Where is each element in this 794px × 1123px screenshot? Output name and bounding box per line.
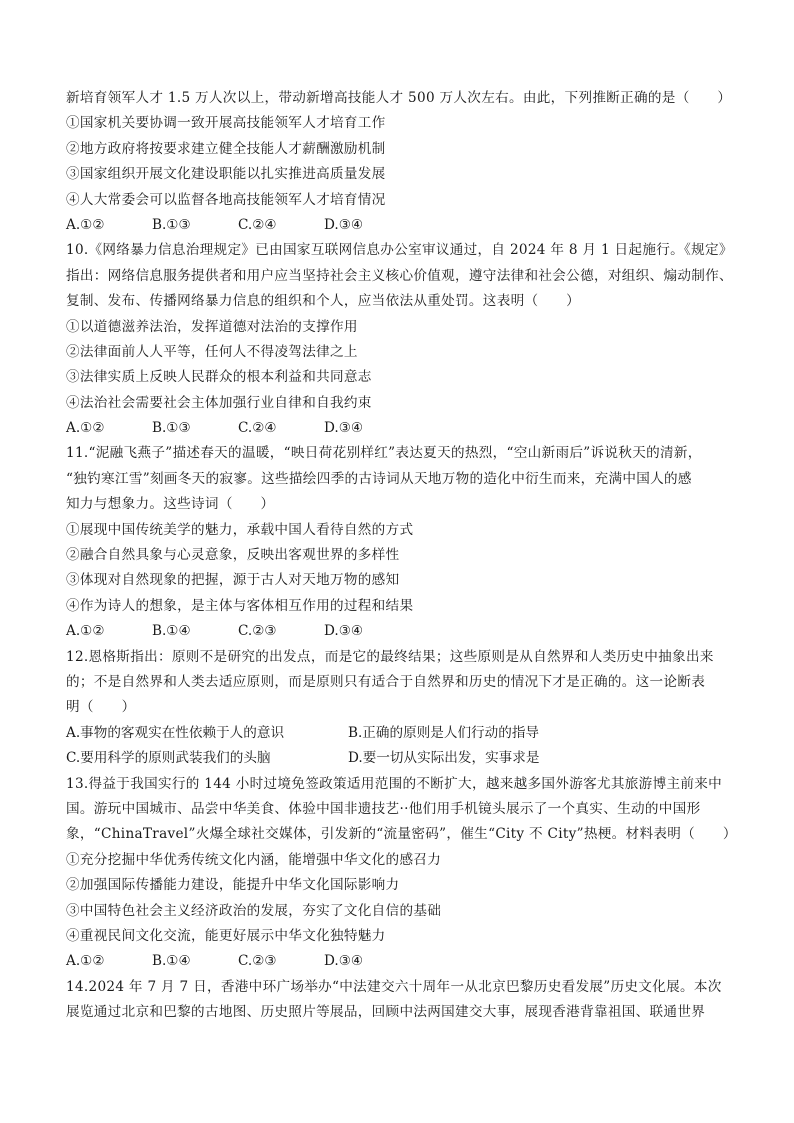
statement-item: ①充分挖掘中华优秀传统文化内涵，能增强中华文化的感召力 [66, 851, 442, 868]
statement-item: ④重视民间文化交流，能更好展示中华文化独特魅力 [66, 927, 386, 944]
option-a: A.事物的客观实在性依赖于人的意识 [66, 724, 285, 741]
question-11 [66, 441, 734, 644]
option-a: A.①② [66, 420, 105, 437]
question-13 [66, 772, 737, 975]
option-b: B.①④ [152, 953, 191, 970]
question-stem-line: 10.《网络暴力信息治理规定》已由国家互联网信息办公室审议通过，自 2024 年 8 月 1 日起施行。《规定》 [66, 242, 733, 259]
question-stem-line: “独钓寒江雪”刻画冬天的寂寥。这些描绘四季的古诗词从天地万物的造化中衍生而来，充满中国人的感 [66, 470, 692, 487]
answer-options [66, 416, 734, 441]
statement-item: ②法律面前人人平等，任何人不得凌驾法律之上 [66, 343, 358, 360]
answer-options [66, 213, 734, 238]
option-c: C.②④ [238, 420, 277, 437]
option-a: A.①② [66, 623, 105, 640]
option-b: B.①③ [152, 420, 191, 437]
option-a: A.①② [66, 216, 105, 233]
statement-item: ②加强国际传播能力建设，能提升中华文化国际影响力 [66, 877, 400, 894]
statement-item: ④作为诗人的想象，是主体与客体相互作用的过程和结果 [66, 597, 414, 614]
option-b: B.①④ [152, 623, 191, 640]
question-14 [66, 975, 734, 1026]
question-stem-line: 复制、发布、传播网络暴力信息的组织和个人，应当依法从重处罚。这表明（ ） [66, 293, 581, 310]
statement-item: ③中国特色社会主义经济政治的发展，夯实了文化自信的基础 [66, 902, 442, 919]
question-stem-line: 11.“泥融飞燕子”描述春天的温暖，“映日荷花别样红”表达夏天的热烈，“空山新雨后”诉说秋天的清新， [66, 445, 702, 462]
question-stem-line: 展览通过北京和巴黎的古地图、历史照片等展品，回顾中法两国建交大事，展现香港背靠祖国、联通世界 [66, 1004, 706, 1021]
question-stem-line: 12.恩格斯指出：原则不是研究的出发点，而是它的最终结果；这些原则是从自然界和人类历史中抽象出来 [66, 648, 714, 665]
option-c: C.②③ [238, 623, 277, 640]
statement-item: ③国家组织开展文化建设职能以扎实推进高质量发展 [66, 166, 386, 183]
question-stem-line: 象，“ChinaTravel”火爆全球社交媒体，引发新的“流量密码”，催生“City 不 City”热梗。材料表明（ ） [66, 826, 737, 843]
option-c: C.②③ [238, 953, 277, 970]
statement-item: ④法治社会需要社会主体加强行业自律和自我约束 [66, 394, 372, 411]
question-stem-line: 新培育领军人才 1.5 万人次以上，带动新增高技能人才 500 万人次左右。由此，下列推断正确的是（ ） [66, 90, 732, 106]
question-stem-line: 国。游玩中国城市、品尝中华美食、体验中国非遗技艺··他们用手机镜头展示了一个真实、生动的中国形 [66, 800, 701, 817]
question-12 [66, 645, 734, 772]
option-b: B.①③ [152, 216, 191, 233]
statement-item: ①展现中国传统美学的魅力，承载中国人看待自然的方式 [66, 521, 414, 538]
statement-item: ③法律实质上反映人民群众的根本利益和共同意志 [66, 369, 372, 386]
option-a: A.①② [66, 953, 105, 970]
option-c: C.②④ [238, 216, 277, 233]
statement-item: ①国家机关要协调一致开展高技能领军人才培育工作 [66, 115, 386, 132]
option-d: D.③④ [324, 953, 364, 970]
answer-options-row [66, 721, 734, 746]
statement-item: ②地方政府将按要求建立健全技能人才薪酬激励机制 [66, 140, 386, 157]
statement-item: ④人大常委会可以监督各地高技能领军人才培育情况 [66, 191, 386, 208]
question-stem-line: 明（ ） [66, 699, 136, 716]
question-stem-line: 的；不是自然界和人类去适应原则，而是原则只有适合于自然界和历史的情况下才是正确的。这一论断表 [66, 673, 706, 690]
statement-item: ①以道德滋养法治，发挥道德对法治的支撑作用 [66, 318, 358, 335]
question-10 [66, 238, 734, 441]
question-stem-line: 14.2024 年 7 月 7 日，香港中环广场举办“中法建交六十周年一从北京巴黎历史看发展”历史文化展。本次 [66, 978, 722, 995]
statement-item: ③体现对自然现象的把握，源于古人对天地万物的感知 [66, 572, 400, 589]
question-stem-line: 指出：网络信息服务提供者和用户应当坚持社会主义核心价值观，遵守法律和社会公德，对组织、煽动制作、 [66, 267, 733, 284]
answer-options [66, 949, 734, 974]
answer-options [66, 619, 734, 644]
option-d: D.③④ [324, 420, 364, 437]
option-d: D.要一切从实际出发，实事求是 [348, 750, 540, 767]
question-9 [66, 86, 734, 238]
option-d: D.③④ [324, 623, 364, 640]
statement-item: ②融合自然具象与心灵意象，反映出客观世界的多样性 [66, 547, 400, 564]
option-c: C.要用科学的原则武装我们的头脑 [66, 750, 271, 767]
question-stem-line: 13.得益于我国实行的 144 小时过境免签政策适用范围的不断扩大，越来越多国外游客尤其旅游博主前来中 [66, 775, 723, 792]
answer-options-row [66, 746, 734, 771]
option-b: B.正确的原则是人们行动的指导 [348, 724, 540, 741]
option-d: D.③④ [324, 216, 364, 233]
question-stem-line: 知力与想象力。这些诗词（ ） [66, 496, 275, 513]
